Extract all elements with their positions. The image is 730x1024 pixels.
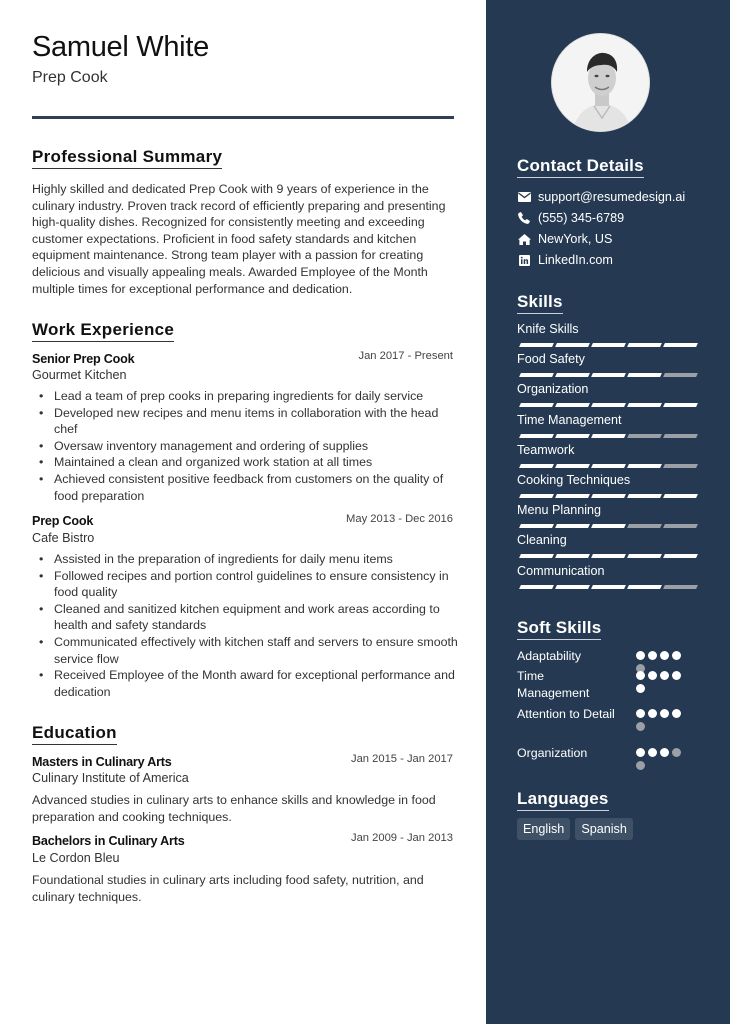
skill-rating-segment — [555, 403, 590, 407]
skill-rating-segment — [591, 434, 626, 438]
skill-rating-segment — [627, 554, 662, 558]
contact-location-text: NewYork, US — [538, 232, 613, 246]
rating-dot — [672, 651, 681, 660]
rating-dot — [636, 722, 645, 731]
education-description: Foundational studies in culinary arts including food safety, nutrition, and culinary techniques. — [32, 873, 424, 904]
section-title-contact: Contact Details — [517, 155, 644, 178]
skill-rating-bar — [520, 403, 697, 407]
section-title-education: Education — [32, 723, 117, 745]
education-degree: Masters in Culinary Arts — [32, 755, 172, 769]
skill-rating-bar — [520, 464, 697, 468]
skill-rating-bar — [520, 554, 697, 558]
skill-rating-segment — [627, 403, 662, 407]
languages-list — [517, 818, 633, 840]
soft-skill-label: Attention to Detail — [517, 707, 615, 721]
job-bullet: • Followed recipes and portion control guidelines to ensure consistency in food quality — [54, 568, 459, 601]
skill-rating-segment — [663, 343, 698, 347]
skill-rating-segment — [555, 554, 590, 558]
rating-dot — [672, 671, 681, 680]
skill-rating-segment — [519, 494, 554, 498]
skill-rating-segment — [555, 343, 590, 347]
soft-skill-rating-dots — [636, 748, 688, 770]
skill-label: Knife Skills — [517, 322, 579, 336]
skill-rating-bar — [520, 373, 697, 377]
rating-dot — [648, 651, 657, 660]
rating-dot — [660, 748, 669, 757]
skill-rating-segment — [555, 434, 590, 438]
soft-skill-rating-dots — [636, 651, 688, 673]
rating-dot — [672, 709, 681, 718]
rating-dot — [660, 709, 669, 718]
rating-dot — [672, 748, 681, 757]
skill-label: Communication — [517, 563, 605, 578]
rating-dot — [648, 671, 657, 680]
job-bullet: • Achieved consistent positive feedback from customers on the quality of food preparation — [54, 471, 459, 504]
education-dates: Jan 2015 - Jan 2017 — [350, 753, 453, 765]
header-divider — [32, 116, 454, 119]
skill-rating-segment — [519, 554, 554, 558]
section-title-languages: Languages — [517, 788, 609, 811]
avatar-icon — [552, 34, 650, 132]
rating-dot — [636, 709, 645, 718]
skill-rating-bar — [520, 434, 697, 438]
skill-rating-segment — [627, 464, 662, 468]
language-chip-spanish: Spanish — [575, 818, 633, 840]
job-company: Gourmet Kitchen — [32, 368, 127, 382]
skill-rating-segment — [519, 343, 554, 347]
skill-label: Menu Planning — [517, 503, 602, 518]
skill-rating-segment — [663, 434, 698, 438]
education-degree: Bachelors in Culinary Arts — [32, 834, 185, 848]
section-title-soft-skills: Soft Skills — [517, 617, 601, 640]
job-bullets — [54, 388, 459, 504]
education-school: Culinary Institute of America — [32, 771, 189, 785]
linkedin-icon — [517, 253, 531, 267]
skill-rating-segment — [663, 464, 698, 468]
skill-rating-bar — [520, 524, 697, 528]
job-dates: Jan 2017 - Present — [358, 350, 453, 362]
job-company: Cafe Bistro — [32, 531, 95, 545]
rating-dot — [636, 761, 645, 770]
section-title-skills: Skills — [517, 291, 563, 314]
rating-dot — [660, 651, 669, 660]
skill-rating-segment — [519, 464, 554, 468]
skill-rating-segment — [591, 343, 626, 347]
job-title: Senior Prep Cook — [32, 352, 135, 366]
skill-rating-segment — [627, 494, 662, 498]
section-title-experience: Work Experience — [32, 320, 174, 342]
rating-dot — [636, 748, 645, 757]
skill-rating-segment — [591, 464, 626, 468]
contact-email-text: support@resumedesign.ai — [538, 190, 686, 204]
skill-rating-segment — [627, 373, 662, 377]
skill-rating-segment — [519, 585, 554, 589]
rating-dot — [648, 709, 657, 718]
education-dates: Jan 2009 - Jan 2013 — [350, 832, 453, 844]
candidate-name: Samuel White — [32, 31, 209, 63]
contact-linkedin-text: LinkedIn.com — [538, 253, 613, 267]
skill-rating-segment — [663, 373, 698, 377]
job-bullet: • Received Employee of the Month award for exceptional performance and dedication — [54, 667, 459, 700]
skill-rating-segment — [627, 524, 662, 528]
job-bullet: • Oversaw inventory management and ordering of supplies — [54, 438, 459, 455]
skill-rating-segment — [663, 524, 698, 528]
skill-rating-segment — [591, 554, 626, 558]
rating-dot — [660, 671, 669, 680]
job-bullet: • Communicated effectively with kitchen staff and servers to ensure smooth service flow — [54, 634, 459, 667]
contact-phone-text: (555) 345-6789 — [538, 211, 625, 225]
job-bullet: • Lead a team of prep cooks in preparing ingredients for daily service — [54, 388, 459, 405]
skill-rating-segment — [591, 524, 626, 528]
skill-label: Teamwork — [517, 442, 575, 457]
candidate-title: Prep Cook — [32, 69, 108, 86]
profile-photo — [551, 33, 650, 132]
job-bullet: • Cleaned and sanitized kitchen equipment and work areas according to health and safety standards — [54, 601, 459, 634]
job-dates: May 2013 - Dec 2016 — [346, 513, 453, 525]
contact-linkedin[interactable] — [517, 252, 613, 268]
contact-location — [517, 231, 612, 247]
rating-dot — [636, 671, 645, 680]
skill-rating-bar — [520, 585, 697, 589]
skill-rating-segment — [591, 373, 626, 377]
contact-email[interactable] — [517, 189, 685, 205]
soft-skill-rating-dots — [636, 709, 688, 731]
skill-rating-segment — [627, 434, 662, 438]
rating-dot — [636, 684, 645, 693]
skill-rating-segment — [591, 403, 626, 407]
section-title-summary: Professional Summary — [32, 147, 222, 169]
job-title: Prep Cook — [32, 514, 94, 528]
skill-label: Time Management — [517, 412, 622, 427]
job-bullet: • Maintained a clean and organized work station at all times — [54, 454, 459, 471]
skill-rating-bar — [520, 343, 697, 347]
skill-rating-segment — [555, 585, 590, 589]
education-description: Advanced studies in culinary arts to enhance skills and knowledge in food preparation and cooking techniques. — [32, 793, 436, 824]
skill-rating-segment — [627, 343, 662, 347]
job-bullet: • Developed new recipes and menu items in collaboration with the head chef — [54, 405, 459, 438]
rating-dot — [636, 651, 645, 660]
soft-skill-label: Time Management — [517, 669, 590, 700]
skill-rating-segment — [519, 403, 554, 407]
skill-rating-segment — [663, 585, 698, 589]
skill-rating-segment — [555, 464, 590, 468]
soft-skill-label: Adaptability — [517, 649, 582, 663]
skill-label: Cooking Techniques — [517, 473, 631, 487]
skill-rating-segment — [663, 494, 698, 498]
education-school: Le Cordon Bleu — [32, 851, 120, 865]
skill-rating-segment — [663, 403, 698, 407]
skill-label: Food Safety — [517, 352, 585, 367]
skill-rating-segment — [519, 524, 554, 528]
skill-rating-segment — [591, 494, 626, 498]
job-bullet: • Assisted in the preparation of ingredients for daily menu items — [54, 551, 459, 568]
skill-rating-segment — [591, 585, 626, 589]
job-bullets — [54, 551, 459, 700]
home-icon — [517, 232, 531, 246]
skill-rating-segment — [519, 373, 554, 377]
skill-rating-bar — [520, 494, 697, 498]
summary-text: Highly skilled and dedicated Prep Cook with 9 years of experience in the culinary industry. Proven track record of efficiently preparing and presenting high-quality dishes. Recognized for consistently meeting and exceeding customer expectations. Proficient in food safety standards and kitchen equipment maintenance. Strong team player with a passion for creating delicious and visually appealing meals. Awarded Employee of the Month multiple times for exceptional performance and dedication. — [32, 182, 446, 296]
envelope-icon — [517, 190, 531, 204]
skill-label: Organization — [517, 382, 589, 397]
skill-rating-segment — [519, 434, 554, 438]
phone-icon — [517, 211, 531, 225]
skill-rating-segment — [663, 554, 698, 558]
skill-label: Cleaning — [517, 533, 567, 548]
language-chip-english: English — [517, 818, 570, 840]
soft-skill-label: Organization — [517, 746, 588, 760]
skill-rating-segment — [555, 494, 590, 498]
rating-dot — [648, 748, 657, 757]
skill-rating-segment — [555, 373, 590, 377]
soft-skill-rating-dots — [636, 671, 688, 693]
contact-phone[interactable] — [517, 210, 624, 226]
skill-rating-segment — [555, 524, 590, 528]
skill-rating-segment — [627, 585, 662, 589]
